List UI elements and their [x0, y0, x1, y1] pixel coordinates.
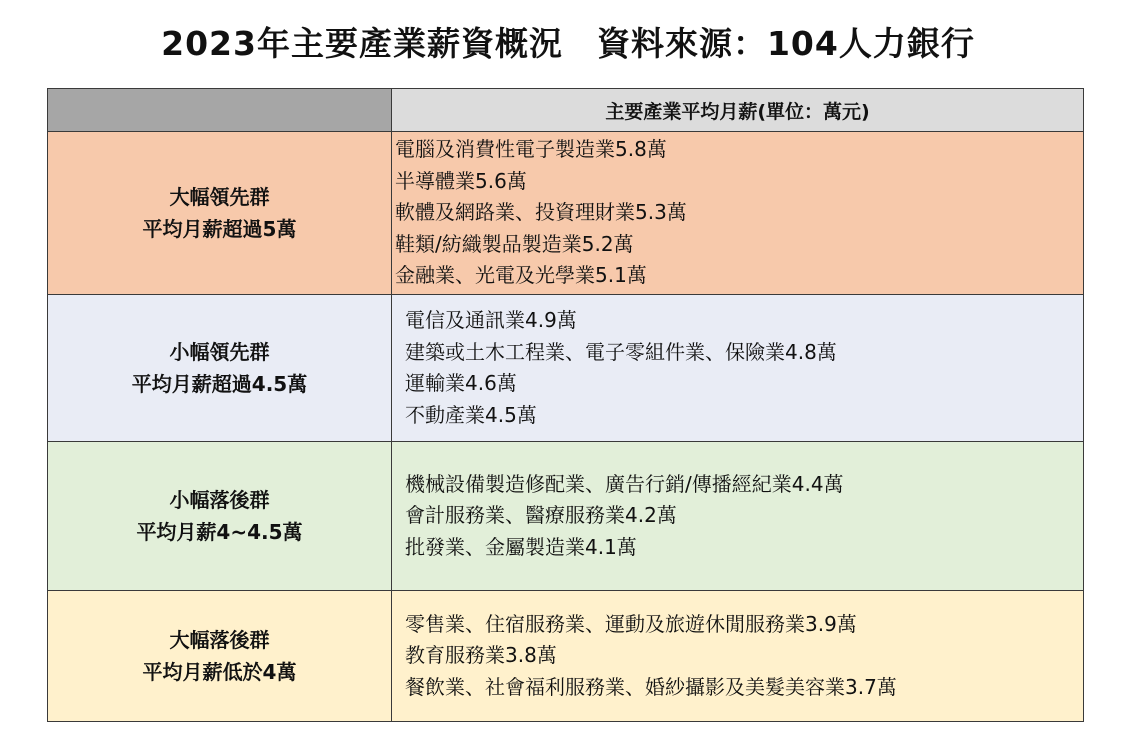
table-header-row — [48, 89, 1084, 132]
group-name: 小幅領先群 — [169, 340, 270, 364]
group-criteria: 平均月薪4~4.5萬 — [136, 520, 303, 544]
column-header: 主要產業平均月薪(單位：萬元) — [392, 89, 1084, 132]
group-criteria: 平均月薪超過5萬 — [142, 217, 297, 241]
group-criteria: 平均月薪超過4.5萬 — [131, 372, 308, 396]
list-item: 金融業、光電及光學業5.1萬 — [395, 263, 647, 288]
list-item: 批發業、金屬製造業4.1萬 — [405, 534, 637, 559]
table-row — [48, 132, 1084, 295]
list-item: 會計服務業、醫療服務業4.2萬 — [405, 503, 677, 528]
list-item: 鞋類/紡織製品製造業5.2萬 — [395, 231, 634, 256]
list-item: 軟體及網路業、投資理財業5.3萬 — [395, 200, 687, 225]
group-label-cell — [48, 295, 392, 442]
list-item: 電信及通訊業4.9萬 — [405, 308, 577, 332]
table-row — [48, 591, 1084, 722]
group-label-cell — [48, 591, 392, 722]
list-item: 電腦及消費性電子製造業5.8萬 — [395, 137, 667, 162]
group-label-cell — [48, 132, 392, 295]
group-name: 大幅領先群 — [169, 185, 270, 209]
list-item: 教育服務業3.8萬 — [405, 643, 557, 668]
list-item: 不動產業4.5萬 — [405, 402, 537, 427]
industry-list-cell — [392, 591, 1084, 722]
group-label-cell — [48, 442, 392, 591]
table-corner-cell — [48, 89, 392, 132]
industry-list-cell — [392, 295, 1084, 442]
list-item: 運輸業4.6萬 — [405, 371, 517, 395]
group-name: 小幅落後群 — [169, 488, 270, 512]
table-row — [48, 442, 1084, 591]
list-item: 半導體業5.6萬 — [395, 168, 527, 193]
list-item: 機械設備製造修配業、廣告行銷/傳播經紀業4.4萬 — [405, 471, 844, 496]
list-item: 餐飲業、社會福利服務業、婚紗攝影及美髮美容業3.7萬 — [405, 674, 897, 699]
page-title: 2023年主要產業薪資概況 資料來源：104人力銀行 — [161, 24, 975, 63]
group-criteria: 平均月薪低於4萬 — [142, 660, 297, 684]
industry-list-cell — [392, 442, 1084, 591]
industry-list-cell — [392, 132, 1084, 295]
salary-table — [47, 88, 1084, 722]
list-item: 零售業、住宿服務業、運動及旅遊休閒服務業3.9萬 — [405, 611, 857, 636]
list-item: 建築或土木工程業、電子零組件業、保險業4.8萬 — [405, 339, 837, 364]
group-name: 大幅落後群 — [169, 628, 270, 652]
table-row — [48, 295, 1084, 442]
